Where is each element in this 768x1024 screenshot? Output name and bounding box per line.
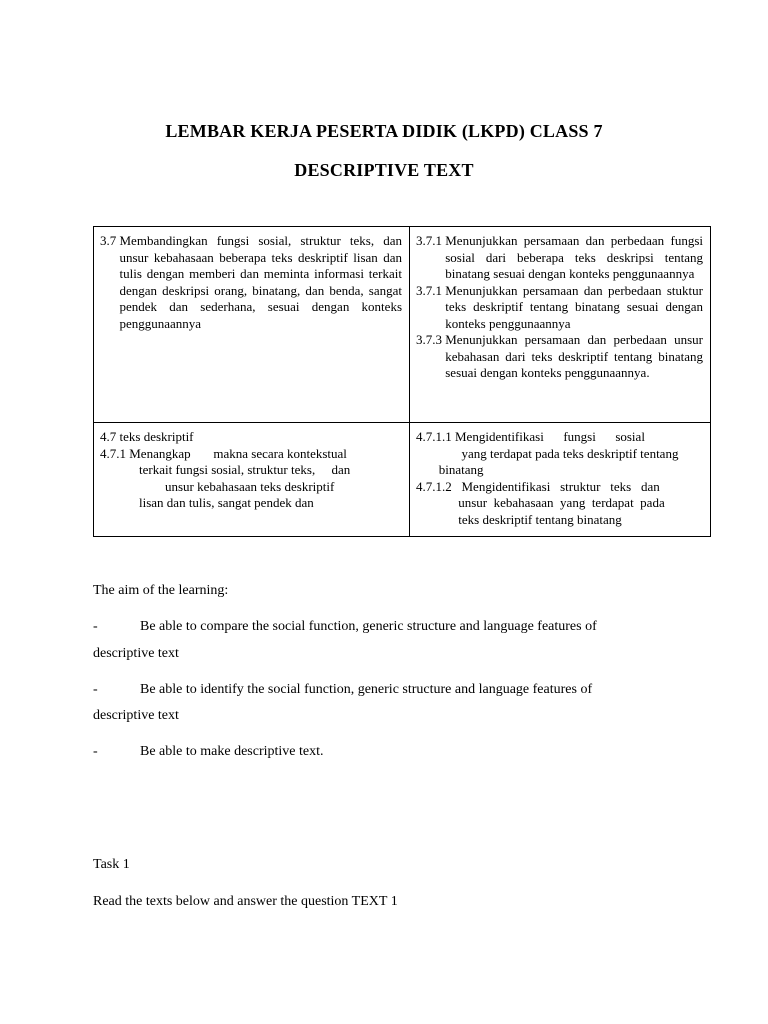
- basic-competency-cell: [94, 227, 410, 423]
- cell-line: binatang: [416, 462, 484, 477]
- worksheet-subtitle: DESCRIPTIVE TEXT: [294, 160, 474, 180]
- list-item: [100, 233, 402, 332]
- table-row: [94, 227, 711, 423]
- bullet-dash: -: [93, 682, 98, 697]
- item-text: Menunjukkan persamaan dan perbedaan unsur kebahasan dari teks deskriptif tentang binatang sesuai dengan konteks penggunaannya.: [445, 332, 703, 380]
- aim-text-continued: descriptive text: [93, 708, 179, 723]
- aim-heading: The aim of the learning:: [93, 583, 229, 598]
- competency-table: [93, 226, 711, 537]
- cell-line: 4.7.1 Menangkap makna secara kontekstual: [100, 445, 347, 461]
- task-instruction: Read the texts below and answer the question TEXT 1: [93, 894, 398, 909]
- task-heading: Task 1: [93, 857, 130, 872]
- cell-line: yang terdapat pada teks deskriptif tentang: [416, 445, 679, 461]
- cell-line: unsur kebahasaan yang terdapat pada: [416, 495, 665, 510]
- list-item: [416, 283, 703, 333]
- item-text: Menunjukkan persamaan dan perbedaan stuktur teks deskriptif tentang binatang sesuai dengan konteks penggunaannya: [445, 282, 703, 331]
- aim-text: Be able to compare the social function, generic structure and language features of: [140, 619, 597, 634]
- item-number: 3.7.1: [416, 233, 446, 248]
- aim-text-continued: descriptive text: [93, 646, 179, 661]
- table-row: [94, 423, 711, 537]
- item-number: 3.7.3: [416, 332, 446, 347]
- list-item: [416, 233, 703, 283]
- aim-text: Be able to identify the social function, generic structure and language features of: [140, 682, 593, 697]
- cell-line: terkait fungsi sosial, struktur teks, dan: [100, 462, 351, 477]
- skill-indicator-cell: [410, 423, 711, 537]
- bullet-dash: -: [93, 744, 98, 759]
- aim-item: [93, 744, 324, 760]
- cell-line: unsur kebahasaan teks deskriptif: [100, 478, 335, 494]
- item-text: Membandingkan fungsi sosial, struktur teks, dan unsur kebahasaan beberapa teks deskriptif lisan dan tulis dengan memberi dan meminta informasi terkait dengan deskripsi orang, binatang, dan benda, sangat pendek dan sederhana, sesuai dengan konteks penggunaannya: [119, 233, 402, 331]
- item-number: 3.7: [100, 233, 120, 248]
- cell-line: 4.7.1.2 Mengidentifikasi struktur teks dan: [416, 478, 660, 494]
- worksheet-title: LEMBAR KERJA PESERTA DIDIK (LKPD) CLASS 7: [165, 121, 603, 141]
- aim-item: [93, 619, 597, 635]
- list-item: [416, 332, 703, 382]
- cell-line: 4.7.1.1 Mengidentifikasi fungsi sosial: [416, 429, 645, 444]
- skill-competency-cell: [94, 423, 410, 537]
- item-text: Menunjukkan persamaan dan perbedaan fungsi sosial dari beberapa teks deskripsi tentang binatang sesuai dengan konteks penggunaannya: [445, 233, 703, 281]
- bullet-dash: -: [93, 619, 98, 634]
- item-number: 3.7.1: [416, 282, 446, 298]
- cell-line: 4.7 teks deskriptif: [100, 429, 194, 444]
- cell-line: lisan dan tulis, sangat pendek dan: [100, 495, 314, 510]
- cell-line: teks deskriptif tentang binatang: [416, 511, 622, 527]
- aim-text: Be able to make descriptive text.: [140, 744, 324, 759]
- aim-item: [93, 682, 592, 698]
- indicator-cell: [410, 227, 711, 423]
